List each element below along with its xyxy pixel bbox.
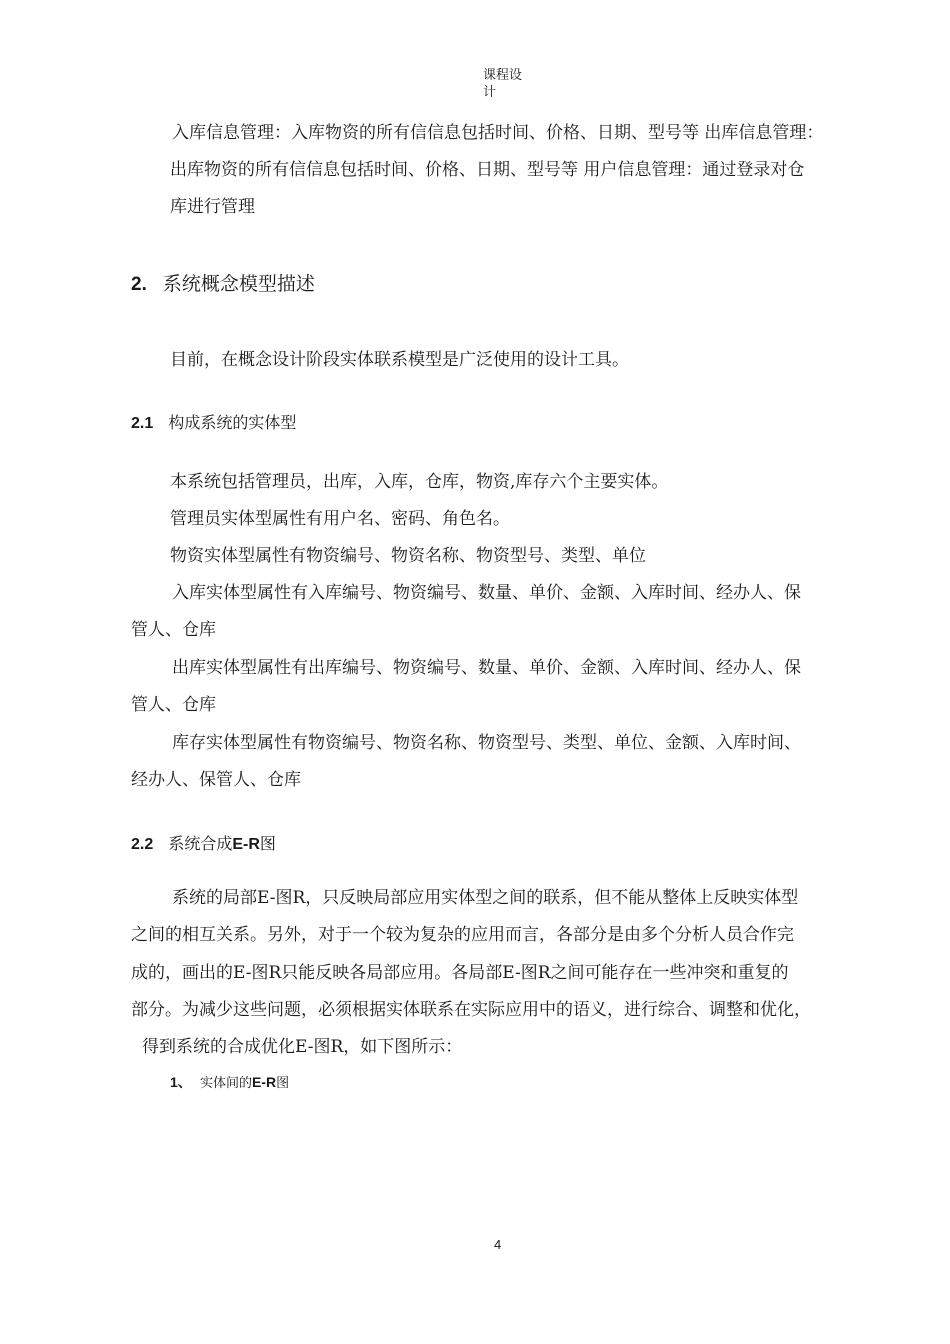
er-para-line-3: 成的，画出的E-图R只能反映各局部应用。各局部E-图R之间可能存在一些冲突和重复的	[131, 963, 789, 983]
er-para-line-4: 部分。为减少这些问题，必须根据实体联系在实际应用中的语义，进行综合、调整和优化，	[131, 1000, 811, 1020]
er-para-line-2: 之间的相互关系。另外，对于一个较为复杂的应用而言，各部分是由多个分析人员合作完	[131, 925, 794, 945]
entity-line-5: 管人、仓库	[131, 620, 216, 640]
section-2-heading	[131, 269, 315, 296]
intro-line-3: 库进行管理	[170, 197, 255, 217]
section-2-number: 2.	[131, 274, 147, 295]
section-2-2-title-pre: 系统合成	[168, 834, 233, 853]
entity-line-2: 管理员实体型属性有用户名、密码、角色名。	[170, 509, 510, 529]
er-para-line-1: 系统的局部E-图R，只反映局部应用实体型之间的联系，但不能从整体上反映实体型	[172, 888, 799, 908]
section-2-title: 系统概念模型描述	[162, 273, 315, 295]
section-2-2-title-bold: E-R	[232, 836, 260, 853]
sub-heading-1	[170, 1072, 289, 1092]
entity-line-9: 经办人、保管人、仓库	[131, 770, 301, 790]
section-2-1-number: 2.1	[131, 415, 154, 432]
section-2-2-title-post: 图	[259, 834, 276, 853]
header-title-line2: 计	[483, 85, 497, 100]
intro-line-2: 出库物资的所有信信息包括时间、价格、日期、型号等 用户信息管理：通过登录对仓	[170, 160, 805, 180]
entity-line-8: 库存实体型属性有物资编号、物资名称、物资型号、类型、单位、金额、入库时间、	[172, 733, 801, 753]
section-2-1-title: 构成系统的实体型	[168, 413, 297, 432]
entity-line-7: 管人、仓库	[131, 695, 216, 715]
er-para-line-5: 得到系统的合成优化E-图R，如下图所示：	[142, 1037, 463, 1057]
sub-heading-1-bold: E-R	[251, 1074, 277, 1090]
entity-line-3: 物资实体型属性有物资编号、物资名称、物资型号、类型、单位	[170, 546, 646, 566]
entity-line-4: 入库实体型属性有入库编号、物资编号、数量、单价、金额、入库时间、经办人、保	[172, 583, 801, 603]
page-number: 4	[494, 1237, 502, 1252]
sub-heading-1-number: 1、	[170, 1074, 192, 1090]
sub-heading-1-pre: 实体间的	[199, 1076, 252, 1091]
section-2-2-heading	[131, 831, 276, 854]
section-2-2-number: 2.2	[131, 836, 154, 853]
header-title-line1: 课程设	[483, 68, 523, 83]
sub-heading-1-post: 图	[276, 1076, 290, 1091]
section-2-paragraph: 目前，在概念设计阶段实体联系模型是广泛使用的设计工具。	[170, 350, 629, 370]
entity-line-6: 出库实体型属性有出库编号、物资编号、数量、单价、金额、入库时间、经办人、保	[172, 658, 801, 678]
entity-line-1: 本系统包括管理员，出库，入库，仓库，物资,库存六个主要实体。	[170, 472, 669, 492]
intro-line-1: 入库信息管理：入库物资的所有信信息包括时间、价格、日期、型号等 出库信息管理：	[172, 123, 824, 143]
section-2-1-heading	[131, 410, 296, 433]
